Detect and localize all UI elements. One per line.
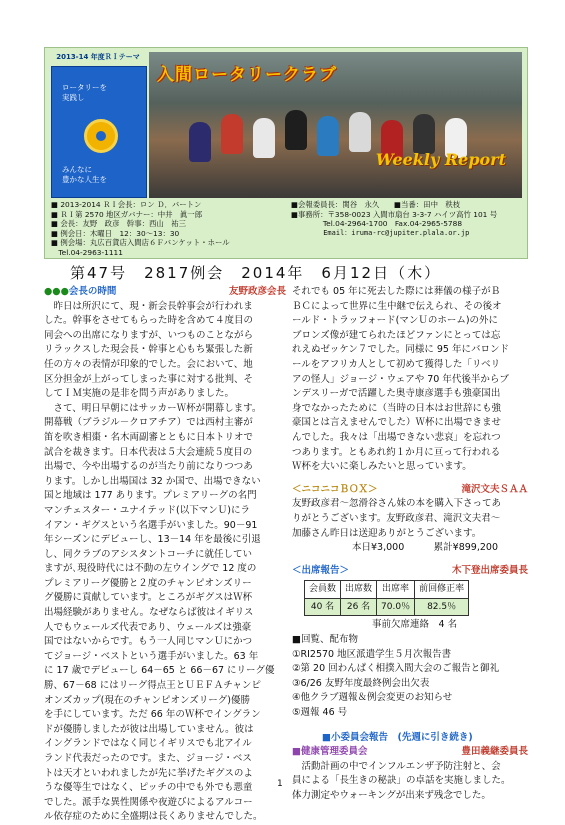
table-header: 出席数 [341, 581, 377, 599]
table-cell: 70.0％ [377, 598, 415, 616]
text-line: つあります。ともあれ約１か月に亘って行われる [292, 446, 501, 458]
text-line: アの怪人」ジョージ・ウェアや 70 年代後半からブ [292, 373, 509, 385]
list-item: ③6/26 友野年度最終例会出欠表 [292, 677, 430, 689]
page-number: 1 [277, 779, 283, 789]
nico-box-text [292, 497, 528, 541]
issue-line: 第47号 2817例会 2014年 6月12日（木） [70, 264, 442, 282]
section-title: ＜出席報告＞ [292, 564, 350, 576]
section-author: 木下登出席委員長 [451, 564, 528, 576]
text-line: ドが優勝しましたが彼は出場していません。彼は [44, 723, 254, 735]
ri-theme-line2: みんなに 豊かな人生を [62, 165, 107, 184]
mail-list [292, 648, 528, 721]
office-info [291, 200, 523, 238]
text-line: んでした。我々は「出場できない悲哀」を忘れつ [292, 431, 501, 443]
text-line: 開幕戦（ブラジル－クロアチア）では西村主審が [44, 417, 253, 429]
cycling-race-photo [149, 52, 522, 198]
text-line: 国と地域は 177 あります。プレミアリーグの名門 [44, 490, 257, 502]
text-line: オンズカップ(現在のチャンピオンズリーグ)優勝 [44, 694, 250, 706]
section-header [292, 483, 528, 498]
text-line: 笛を吹き相棗・名木両副審とともに日本トリオで [44, 431, 253, 443]
text-line: を手にしています。ただ 66 年のＷ杯でイングラン [44, 709, 261, 721]
section-title: ＜ニコニコＢＯＸ＞ [292, 483, 378, 495]
text-line: 勝、67－68 にはリーグ得点王とＵＥＦＡチャンピ [44, 680, 261, 692]
text-line: マンチェスター・ユナイテッド(以下マンＵ)にラ [44, 504, 250, 516]
text-line: リラックスした現会長・幹事と心もち緊張した新 [44, 344, 253, 356]
text-line: ります。しかし出場国は 32 か国で、出場できない [44, 475, 261, 487]
absence-note: 事前欠席連絡 4 名 [372, 619, 458, 631]
text-line: 昨日は所沢にて、現・新会長幹事会が行われま [44, 300, 253, 312]
president-message [44, 300, 286, 825]
info-line: Tel.04-2963-1111 [51, 247, 123, 257]
text-line: 友野政彦君～忽滑谷さん妹の本を購入下さってあ [292, 498, 502, 510]
text-line: ＢＣによって世界に生中継で伝えられ、その後オ [292, 300, 502, 312]
text-line: グ優勝に貢献しています。ところがギグスはＷ杯 [44, 592, 253, 604]
list-item: ②第 20 回わんぱく相撲入間大会のご報告と御礼 [292, 663, 500, 675]
text-line: ブロンズ像が建てられたほどファンにとっては忘 [292, 329, 501, 341]
info-line: ■会報委員長：関谷 永久 ■当番：田中 秩枝 [291, 200, 461, 209]
text-line: それでも 05 年に死去した際には葬儀の様子がＢ [292, 286, 501, 297]
text-line: プレミアリーグ優勝と２度のチャンピオンズリー [44, 577, 252, 589]
table-header: 出席率 [377, 581, 415, 599]
text-line: に 17 歳でデビューし 64－65 と 66－67 にリーグ優 [44, 665, 275, 677]
info-line: Tel.04-2964-1700 Fax.04-2965-5788 [291, 219, 463, 229]
nico-total: 累計¥899,200 [433, 542, 498, 554]
text-line: イングランドではなく同じイギリスでも北アイル [44, 738, 252, 750]
right-column [292, 285, 528, 804]
text-line: した。幹事をさせてもらった時を含めて４度目の [44, 315, 254, 327]
text-line: 同会への出席になりますが、いつものことながら [44, 329, 254, 341]
text-line: 出場経験がありません。なぜならば彼はイギリス [44, 607, 254, 619]
text-line: りがとうございます。友野政彦君、滝沢文夫君～ [292, 512, 501, 524]
text-line: Ｗ杯を大いに楽しみたいと思っています。 [292, 461, 472, 473]
text-line: 豪国とは言えませんでした）Ｗ杯に出場できませ [292, 417, 502, 429]
text-line: 試合を裁きます。日本代表は５大会連続５度目の [44, 446, 253, 458]
club-info [51, 200, 287, 258]
section-title: ■回覧、配布物 [292, 634, 358, 646]
text-line: トは天才といわれましたが先に挙げたギグスのよ [44, 767, 253, 779]
text-line: うな優等生ではなく、ピッチの中でも外でも悪童 [44, 782, 253, 794]
ri-theme-label: 2013-14 年度ＲＩテーマ [56, 53, 140, 61]
text-line: 区分担金が上がってしまった事に対する批判、そ [44, 373, 254, 385]
section-author: 豊田義継委員長 [461, 746, 528, 758]
table-cell: 26 名 [341, 598, 377, 616]
health-report [292, 760, 528, 804]
info-line: ■ 会長：友野 政彦 幹事：西山 祐三 [51, 219, 186, 229]
text-line: ンデスリーガで活躍した奥寺康彦選手も強豪国出 [292, 388, 501, 400]
nico-totals [292, 541, 528, 556]
text-line: 体力測定やウォーキングが出来ず残念でした。 [292, 790, 491, 801]
text-line: 国ではないからです。もう一人同じマンＵにかつ [44, 636, 253, 648]
table-cell: 40 名 [305, 598, 341, 616]
info-line: ■ 例会場：丸広百貨店入間店６Ｆバンケット・ホール [51, 238, 230, 248]
text-line: ますが､現役時代には不動の左ウイングで 12 度の [44, 563, 257, 575]
info-line: ■ 2013-2014 ＲＩ会長：ロン Ｄ．バートン [51, 200, 202, 209]
text-line: さて、明日早朝にはサッカーＷ杯が開幕します。 [44, 402, 262, 414]
email-line: Email：iruma-rc@jupiter.plala.or.jp [291, 228, 470, 237]
section-author: 滝沢文夫ＳＡＡ [461, 483, 528, 495]
president-message-continued [292, 285, 528, 475]
text-line: イアン・ギグスという名選手がいました。90－91 [44, 519, 258, 531]
section-title: ■健康管理委員会 [292, 746, 368, 758]
text-line: 員による「長生きの秘訣」の卓話を実施しました。 [292, 775, 511, 787]
text-line: ランド代表だったのです。また、ジョージ・ベス [44, 753, 252, 764]
text-line: 活動計画の中でインフルエンザ予防注射と、会 [292, 760, 501, 772]
list-item: ⑤週報 46 号 [292, 707, 348, 719]
info-line: ■事務所：〒358-0023 入間市扇台 3-3-7 ハイツ高竹 101 号 [291, 209, 498, 219]
left-column [44, 285, 286, 825]
text-line: 任の方々の表情が印象的でした。会において、地 [44, 358, 253, 370]
text-line: し、同クラブのアシスタントコーチに就任してい [44, 548, 252, 560]
text-line: てジョージ・ベストという選手がいました。63 年 [44, 650, 259, 662]
rotary-wheel-icon [84, 119, 118, 153]
list-item: ①RI2570 地区派遣学生５月次報告書 [292, 648, 452, 660]
text-line: 出場で、今や出場するのが当たり前になりつつあ [44, 461, 253, 473]
section-title: 会長の時間 [68, 286, 117, 297]
text-line: ル依存症のために全盛期は長くありませんでした。 [44, 811, 263, 823]
newsletter-header [44, 47, 528, 259]
text-line: 加藤さん昨日は送迎ありがとうございます。 [292, 527, 482, 539]
section-header [44, 285, 286, 300]
text-line: ールド・トラッフォード(マンＵのホーム)の外に [292, 315, 499, 327]
table-cell: 82.5％ [415, 598, 469, 616]
text-line: でした。派手な異性関係や夜遊びによるアルコー [44, 796, 253, 808]
ri-theme-logo [51, 52, 145, 198]
section-header [292, 564, 528, 579]
info-line: ■ ＲＩ第 2570 地区ガバナー：中井 眞一郎 [51, 209, 203, 219]
info-line: ■ 例会日：木曜日 12：30～13：30 [51, 228, 180, 238]
section-title: ■小委員会報告 (先週に引き続き) [322, 731, 473, 743]
text-line: ールをアフリカ人として初めて獲得した「リベリ [292, 358, 501, 370]
text-line: 身でなかったために（当時の日本はお世辞にも強 [292, 402, 502, 414]
ri-theme-line1: ロータリーを 実践し [62, 83, 107, 102]
text-line: してＩＭ実施の是非を問う声がありました。 [44, 388, 235, 400]
nico-today: 本日¥3,000 [352, 542, 405, 554]
club-title: 入間ロータリークラブ [157, 65, 337, 85]
attendance-table [304, 580, 469, 616]
ri-theme-badge [51, 66, 147, 198]
table-header: 会員数 [305, 581, 341, 599]
section-header [292, 745, 528, 760]
weekly-report-title: Weekly Report [375, 150, 506, 169]
text-line: 人でもウェールズ代表であり、ウェールズは強豪 [44, 621, 252, 633]
table-header: 前回修正率 [415, 581, 469, 599]
text-line: れえぬゼッケン７でした。同様に 95 年にバロンド [292, 344, 509, 356]
list-item: ④他クラブ週報＆例会変更のお知らせ [292, 692, 453, 704]
section-author: 友野政彦会長 [228, 286, 286, 297]
text-line: 年シーズンにデビューし、13－14 年を最後に引退 [44, 534, 261, 546]
bullet-dots: ●●● [44, 286, 69, 297]
